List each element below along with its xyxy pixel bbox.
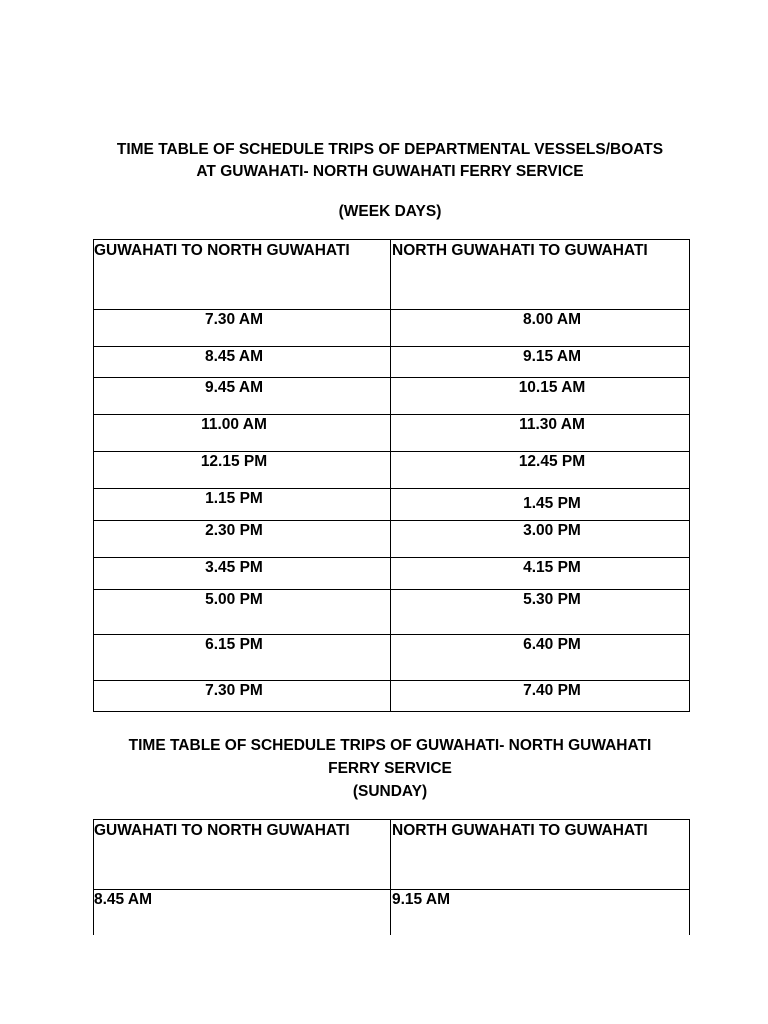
- sunday-header-row: [94, 820, 690, 890]
- weekday-title-line2: AT GUWAHATI- NORTH GUWAHATI FERRY SERVICE: [196, 163, 584, 180]
- return-time: 3.00 PM: [391, 521, 690, 558]
- return-time: 6.40 PM: [391, 635, 690, 681]
- table-row: [94, 489, 690, 521]
- table-row: [94, 681, 690, 712]
- departure-time: 5.00 PM: [94, 590, 391, 635]
- weekday-timetable: [93, 239, 690, 712]
- return-time: 5.30 PM: [391, 590, 690, 635]
- return-time: 9.15 AM: [391, 347, 690, 378]
- table-row: [94, 635, 690, 681]
- return-time: 8.00 AM: [391, 310, 690, 347]
- sunday-title-line2: FERRY SERVICE: [328, 760, 452, 777]
- table-row: [94, 415, 690, 452]
- table-row: [94, 347, 690, 378]
- table-row: [94, 378, 690, 415]
- table-row: [94, 310, 690, 347]
- weekday-header-row: [94, 240, 690, 310]
- sunday-header-north-to-guwahati: NORTH GUWAHATI TO GUWAHATI: [391, 820, 690, 890]
- departure-time: 2.30 PM: [94, 521, 391, 558]
- departure-time: 3.45 PM: [94, 558, 391, 590]
- return-time: 7.40 PM: [391, 681, 690, 712]
- weekday-header-north-to-guwahati: NORTH GUWAHATI TO GUWAHATI: [391, 240, 690, 310]
- departure-time: 8.45 AM: [94, 890, 391, 936]
- departure-time: 1.15 PM: [94, 489, 391, 521]
- weekday-subtitle: (WEEK DAYS): [338, 203, 442, 220]
- sunday-header-guwahati-to-north: GUWAHATI TO NORTH GUWAHATI: [94, 820, 391, 890]
- departure-time: 6.15 PM: [94, 635, 391, 681]
- table-row: [94, 521, 690, 558]
- table-row: [94, 558, 690, 590]
- return-time: 4.15 PM: [391, 558, 690, 590]
- table-row: [94, 452, 690, 489]
- weekday-header-guwahati-to-north: GUWAHATI TO NORTH GUWAHATI: [94, 240, 391, 310]
- sunday-subtitle: (SUNDAY): [352, 783, 428, 800]
- table-row: [94, 590, 690, 635]
- return-time: 10.15 AM: [391, 378, 690, 415]
- return-time: 1.45 PM: [391, 489, 690, 521]
- return-time: 12.45 PM: [391, 452, 690, 489]
- return-time: 9.15 AM: [391, 890, 690, 936]
- table-row: [94, 890, 690, 936]
- departure-time: 8.45 AM: [94, 347, 391, 378]
- departure-time: 7.30 PM: [94, 681, 391, 712]
- departure-time: 11.00 AM: [94, 415, 391, 452]
- departure-time: 9.45 AM: [94, 378, 391, 415]
- return-time: 11.30 AM: [391, 415, 690, 452]
- weekday-title-line1: TIME TABLE OF SCHEDULE TRIPS OF DEPARTMENTAL VESSELS/BOATS: [116, 141, 664, 158]
- departure-time: 12.15 PM: [94, 452, 391, 489]
- departure-time: 7.30 AM: [94, 310, 391, 347]
- sunday-title-line1: TIME TABLE OF SCHEDULE TRIPS OF GUWAHATI- NORTH GUWAHATI: [128, 737, 652, 754]
- sunday-timetable: [93, 819, 690, 935]
